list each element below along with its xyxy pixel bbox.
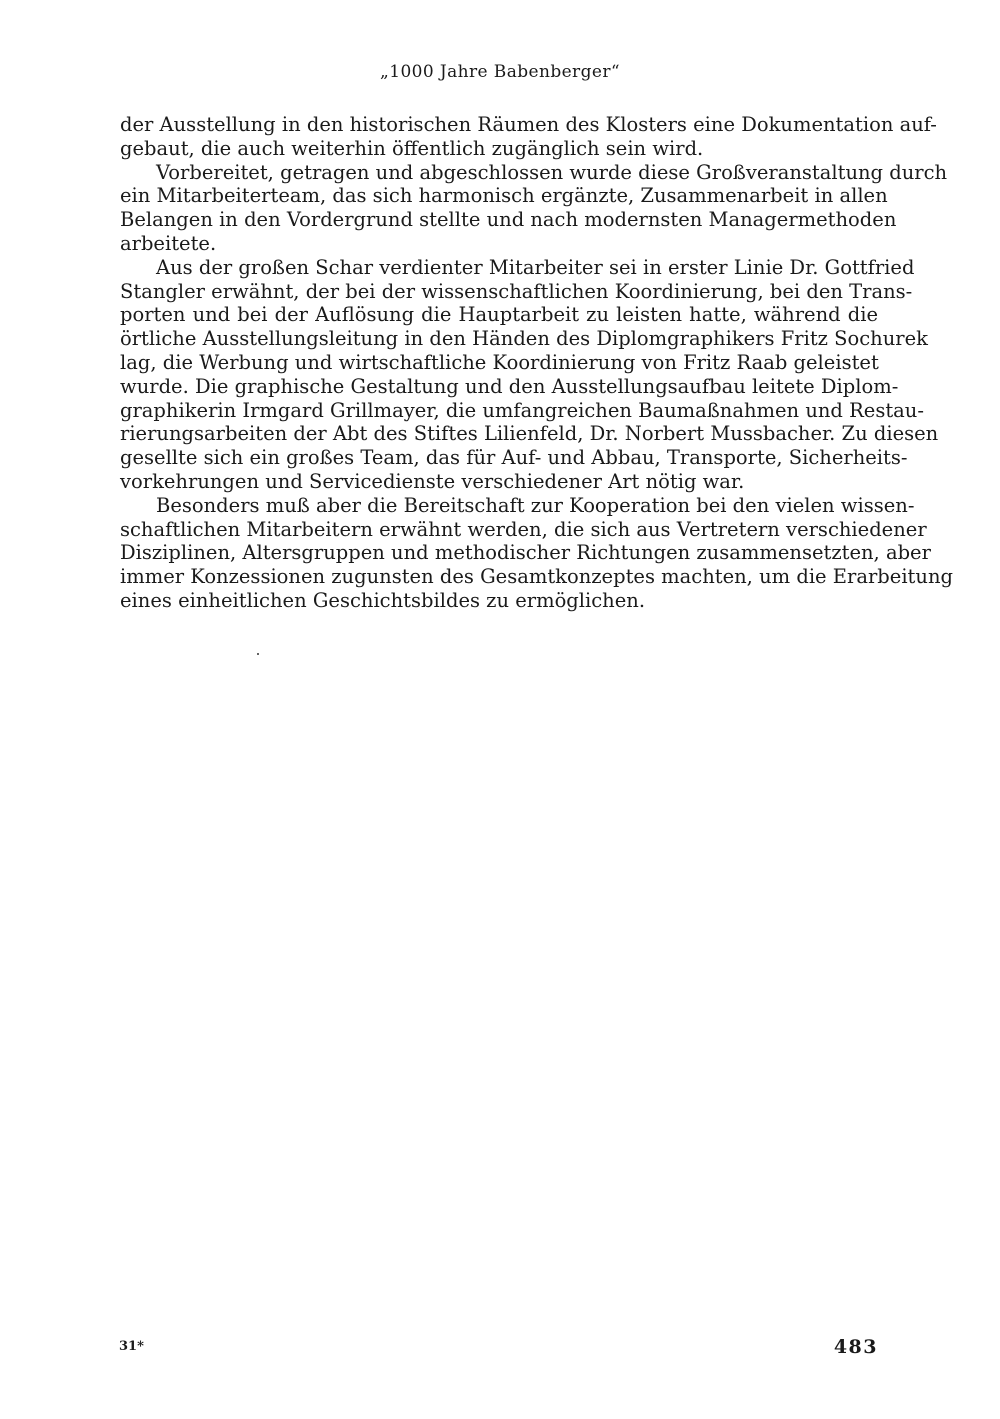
text-line: eines einheitlichen Geschichtsbildes zu ermöglichen. (120, 588, 646, 612)
ink-speck (257, 653, 259, 655)
text-line: lag, die Werbung und wirtschaftliche Koordinierung von Fritz Raab geleistet (120, 350, 879, 374)
text-line: immer Konzessionen zugunsten des Gesamtkonzeptes machten, um die Erarbeitung (120, 565, 953, 589)
text-line: schaftlichen Mitarbeitern erwähnt werden, die sich aus Vertretern verschiedener (120, 517, 927, 541)
text-line: Belangen in den Vordergrund stellte und nach modernsten Managermethoden (120, 208, 897, 232)
paragraph-2 (120, 160, 948, 256)
text-line: porten und bei der Auflösung die Hauptarbeit zu leisten hatte, während die (120, 303, 878, 327)
text-line: örtliche Ausstellungsleitung in den Händen des Diplomgraphikers Fritz Sochurek (120, 327, 928, 351)
body-text (120, 113, 953, 613)
signature-mark: 31* (119, 1339, 144, 1354)
text-line: vorkehrungen und Servicedienste verschiedener Art nötig war. (120, 469, 745, 493)
paragraph-4 (120, 493, 953, 613)
text-line: gesellte sich ein großes Team, das für Auf- und Abbau, Transporte, Sicherheits- (120, 446, 908, 470)
text-line: der Ausstellung in den historischen Räumen des Klosters eine Dokumentation auf- (120, 113, 937, 136)
text-line: graphikerin Irmgard Grillmayer, die umfangreichen Baumaßnahmen und Restau- (120, 398, 924, 422)
text-line: ein Mitarbeiterteam, das sich harmonisch ergänzte, Zusammenarbeit in allen (120, 184, 888, 208)
running-header: „1000 Jahre Babenberger“ (380, 62, 620, 82)
text-line: rierungsarbeiten der Abt des Stiftes Lilienfeld, Dr. Norbert Mussbacher. Zu diesen (120, 422, 939, 446)
text-line: Disziplinen, Altersgruppen und methodischer Richtungen zusammensetzten, aber (120, 541, 931, 565)
paragraph-3 (120, 255, 939, 494)
text-line: Besonders muß aber die Bereitschaft zur Kooperation bei den vielen wissen- (156, 493, 915, 517)
text-line: arbeitete. (120, 231, 217, 255)
text-line: Aus der großen Schar verdienter Mitarbeiter sei in erster Linie Dr. Gottfried (156, 255, 915, 279)
paragraph-1 (120, 113, 937, 161)
text-line: Stangler erwähnt, der bei der wissenschaftlichen Koordinierung, bei den Trans- (120, 279, 913, 303)
text-line: Vorbereitet, getragen und abgeschlossen wurde diese Großveranstaltung durch (156, 160, 948, 184)
page-number: 483 (833, 1336, 878, 1358)
text-line: gebaut, die auch weiterhin öffentlich zugänglich sein wird. (120, 136, 704, 160)
text-line: wurde. Die graphische Gestaltung und den Ausstellungsaufbau leitete Diplom- (120, 374, 899, 398)
